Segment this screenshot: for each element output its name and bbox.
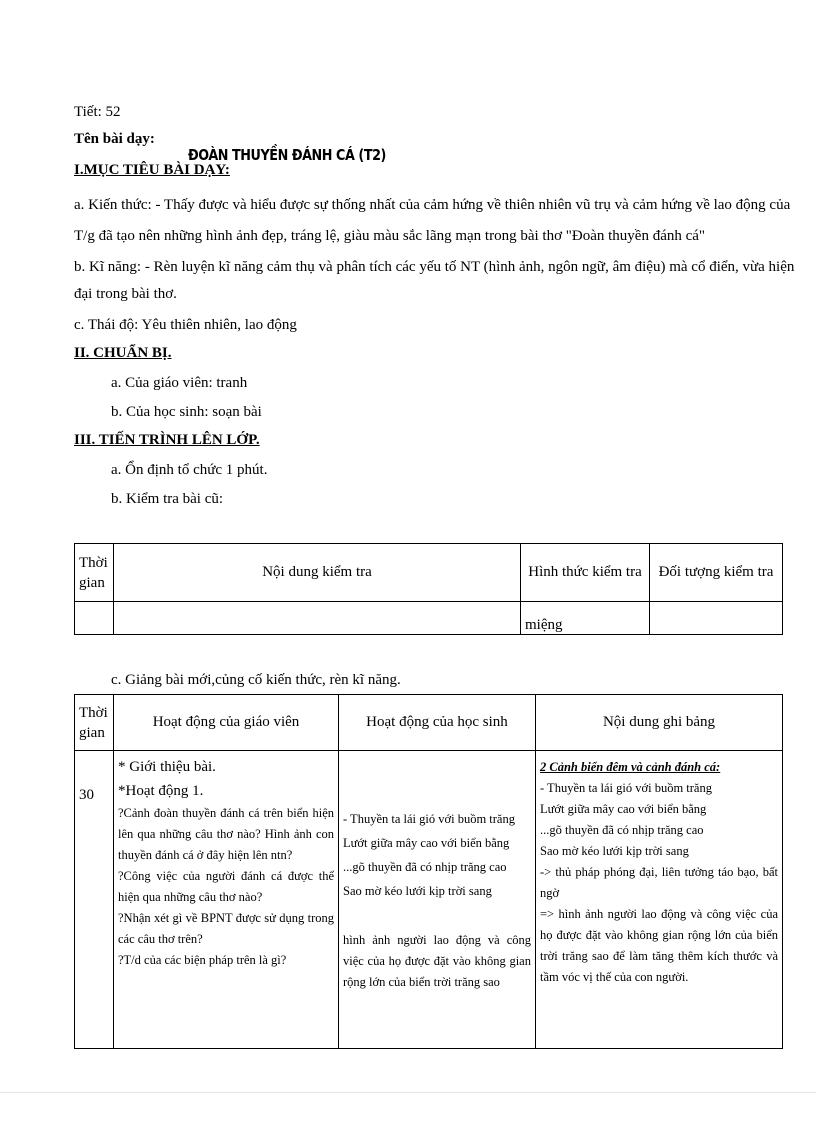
section-objectives-heading: I.MỤC TIÊU BÀI DẠY: (74, 162, 230, 178)
table-cell (650, 602, 783, 635)
lesson-title-label: Tên bài dạy: (74, 131, 155, 147)
table-header: Đối tượng kiểm tra (650, 544, 783, 602)
table-header: Hoạt động của học sinh (339, 695, 536, 751)
check-table (74, 543, 783, 635)
teacher-question: ?Nhận xét gì về BPNT được sử dụng trong các câu thơ trên? (118, 911, 334, 946)
student-line: Lướt giữa mây cao với biển bằng (343, 836, 510, 850)
student-line: ...gõ thuyền đã có nhịp trăng cao (343, 860, 507, 874)
board-content-cell (536, 751, 783, 1049)
teacher-activity-cell (114, 751, 339, 1049)
lesson-number: Tiết: 52 (74, 104, 121, 120)
skills-line-2: đại trong bài thơ. (74, 286, 177, 302)
student-line: Sao mờ kéo lưới kịp trời sang (343, 884, 492, 898)
board-line: - Thuyền ta lái gió với buồm trăng (540, 781, 712, 795)
table-cell: miệng (521, 602, 650, 635)
class-organization: a. Ổn định tổ chức 1 phút. (111, 462, 268, 478)
teacher-question: ?Cảnh đoàn thuyền đánh cá trên biển hiện lên qua những câu thơ nào? Hình ảnh con thuyền đánh cá ở đây hiện lên ntn? (118, 806, 334, 862)
board-line: Sao mờ kéo lưới kịp trời sang (540, 844, 689, 858)
homework-check: b. Kiểm tra bài cũ: (111, 491, 224, 507)
teacher-preparation: a. Của giáo viên: tranh (111, 375, 248, 391)
page-bottom-divider (0, 1092, 816, 1093)
attitude-line: c. Thái độ: Yêu thiên nhiên, lao động (74, 317, 297, 333)
lesson-title: ĐOÀN THUYỀN ĐÁNH CÁ (T2) (188, 146, 386, 164)
table-header: Nội dung ghi bảng (536, 695, 783, 751)
section-process-heading: III. TIẾN TRÌNH LÊN LỚP. (74, 432, 260, 448)
table-header: Hoạt động của giáo viên (114, 695, 339, 751)
student-preparation: b. Của học sinh: soạn bài (111, 404, 262, 420)
student-activity-cell (339, 751, 536, 1049)
skills-line-1: b. Kĩ năng: - Rèn luyện kĩ năng cảm thụ và phân tích các yếu tố NT (hình ảnh, ngôn ngữ, âm điệu) mà cổ điển, vừa hiện (74, 259, 795, 275)
knowledge-line-2: T/g đã tạo nên những hình ảnh đẹp, tráng lệ, giàu màu sắc lãng mạn trong bài thơ "Đoàn thuyền đánh cá" (74, 228, 706, 244)
table-cell (114, 602, 521, 635)
table-header: Nội dung kiểm tra (114, 544, 521, 602)
board-subheading: 2 Cảnh biển đêm và cảnh đánh cá: (540, 760, 721, 774)
intro-line: * Giới thiệu bài. (118, 759, 216, 775)
section-preparation-heading: II. CHUẨN BỊ. (74, 345, 172, 361)
new-lesson-line: c. Giảng bài mới,củng cố kiến thức, rèn kĩ năng. (111, 672, 401, 688)
table-header: Thời gian (75, 695, 114, 751)
teacher-question: ?T/d của các biện pháp trên là gì? (118, 953, 287, 967)
activity-heading: *Hoạt động 1. (118, 783, 204, 799)
board-line: => hình ảnh người lao động và công việc của họ được đặt vào không gian rộng lớn của biển trời trăng sao để làm tăng thêm kích thước và tầm vóc vị thế của con người. (540, 907, 778, 984)
teacher-question: ?Công việc của người đánh cá được thể hiện qua những câu thơ nào? (118, 869, 334, 904)
lesson-table (74, 694, 783, 1049)
knowledge-line-1: a. Kiến thức: - Thấy được và hiểu được sự thống nhất của cảm hứng về thiên nhiên vũ trụ và cảm hứng về lao động của (74, 197, 791, 213)
table-header: Hình thức kiểm tra (521, 544, 650, 602)
student-line: hình ảnh người lao động và công việc của họ được đặt vào không gian rộng lớn của biển trời trăng sao (343, 933, 531, 989)
table-cell (75, 602, 114, 635)
student-line: - Thuyền ta lái gió với buồm trăng (343, 812, 515, 826)
board-line: -> thủ pháp phóng đại, liên tưởng táo bạo, bất ngờ (540, 865, 778, 900)
board-line: Lướt giữa mây cao với biển bằng (540, 802, 707, 816)
time-cell: 30 (75, 751, 114, 1049)
table-header: Thời gian (75, 544, 114, 602)
board-line: ...gõ thuyền đã có nhịp trăng cao (540, 823, 704, 837)
